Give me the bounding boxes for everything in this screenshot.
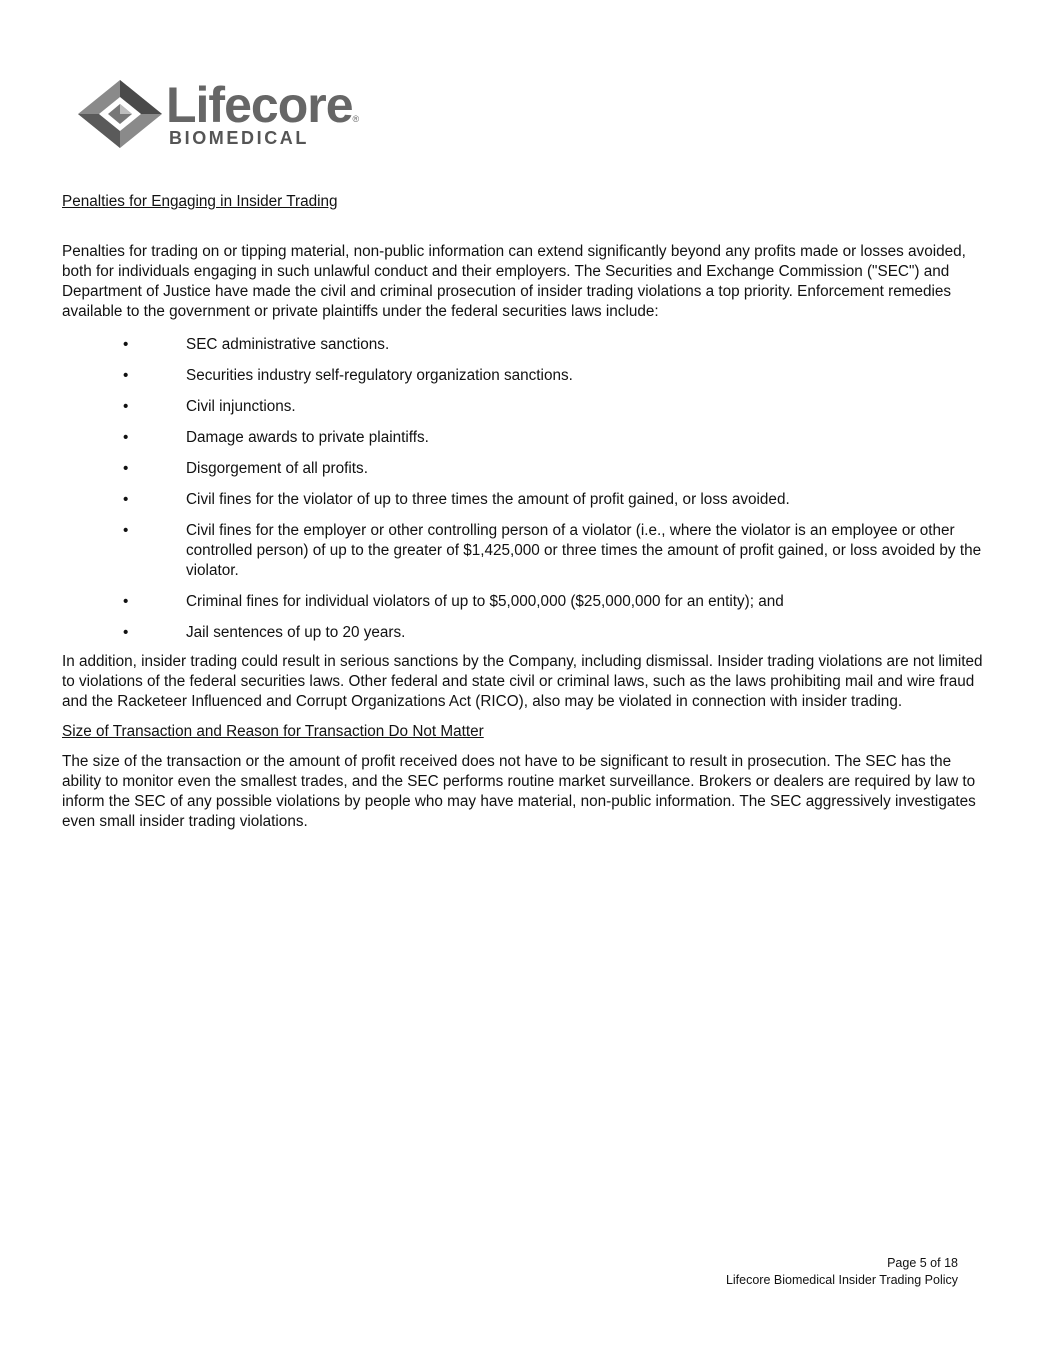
penalties-intro-paragraph: Penalties for trading on or tipping material, non-public information can extend significantly beyond any profits made or losses avoided, both for individuals engaging in such unlawful conduct and their employers. The Securities and Exchange Commission ("SEC") and Department of Justice have made the civil and criminal prosecution of insider trading violations a top priority. Enforcement remedies available to the government or private plaintiffs under the federal securities laws include: — [62, 243, 966, 320]
bullet-icon: • — [123, 460, 129, 477]
section-heading-penalties: Penalties for Engaging in Insider Trading — [62, 193, 338, 210]
section-heading-size-of-transaction: Size of Transaction and Reason for Transaction Do Not Matter — [62, 723, 484, 740]
bullet-icon: • — [123, 624, 129, 641]
list-item: • Jail sentences of up to 20 years. — [123, 624, 406, 641]
list-item: • Civil fines for the violator of up to three times the amount of profit gained, or loss avoided. — [123, 491, 790, 508]
bullet-icon: • — [123, 367, 129, 384]
list-item: • Securities industry self-regulatory organization sanctions. — [123, 367, 573, 384]
size-of-transaction-paragraph: The size of the transaction or the amount of profit received does not have to be significant to result in prosecution. The SEC has the ability to monitor even the smallest trades, and the SEC performs routine market surveillance. Brokers or dealers are required by law to inform the SEC of any possible violations by people who may have material, non-public information. The SEC aggressively investigates even small insider trading violations. — [62, 753, 976, 830]
list-item: • Disgorgement of all profits. — [123, 460, 368, 477]
logo-wordmark: Lifecore® — [166, 77, 359, 133]
remedies-list — [62, 335, 992, 643]
list-item: • SEC administrative sanctions. — [123, 336, 390, 353]
bullet-icon: • — [123, 429, 129, 446]
list-item: • Damage awards to private plaintiffs. — [123, 429, 429, 446]
document-body — [62, 192, 992, 832]
bullet-icon: • — [123, 491, 129, 508]
list-item: • Criminal fines for individual violators of up to $5,000,000 ($25,000,000 for an entity); and — [123, 593, 784, 610]
logo-subtitle: BIOMEDICAL — [169, 128, 309, 148]
page-footer — [726, 1255, 958, 1289]
bullet-icon: • — [123, 593, 129, 610]
page-number: Page 5 of 18 — [887, 1256, 958, 1270]
bullet-icon: • — [123, 398, 129, 415]
list-item: • Civil fines for the employer or other controlling person of a violator (i.e., where the violator is an employee or other controlled person) of up to the greater of $1,425,000 or three times the amount of profit gained, or loss avoided by the violator. — [123, 522, 982, 579]
registered-mark: ® — [352, 114, 359, 124]
diamond-logo-icon — [74, 76, 166, 152]
company-logo — [74, 76, 364, 152]
bullet-icon: • — [123, 336, 129, 353]
list-item: • Civil injunctions. — [123, 398, 296, 415]
footer-document-title: Lifecore Biomedical Insider Trading Policy — [725, 1273, 958, 1287]
bullet-icon: • — [123, 522, 129, 539]
penalties-closing-paragraph: In addition, insider trading could result in serious sanctions by the Company, including dismissal. Insider trading violations are not limited to violations of the federal securities laws. Other federal and state civil or criminal laws, such as the laws prohibiting mail and wire fraud and the Racketeer Influenced and Corrupt Organizations Act (RICO), also may be violated in connection with insider trading. — [62, 653, 983, 710]
